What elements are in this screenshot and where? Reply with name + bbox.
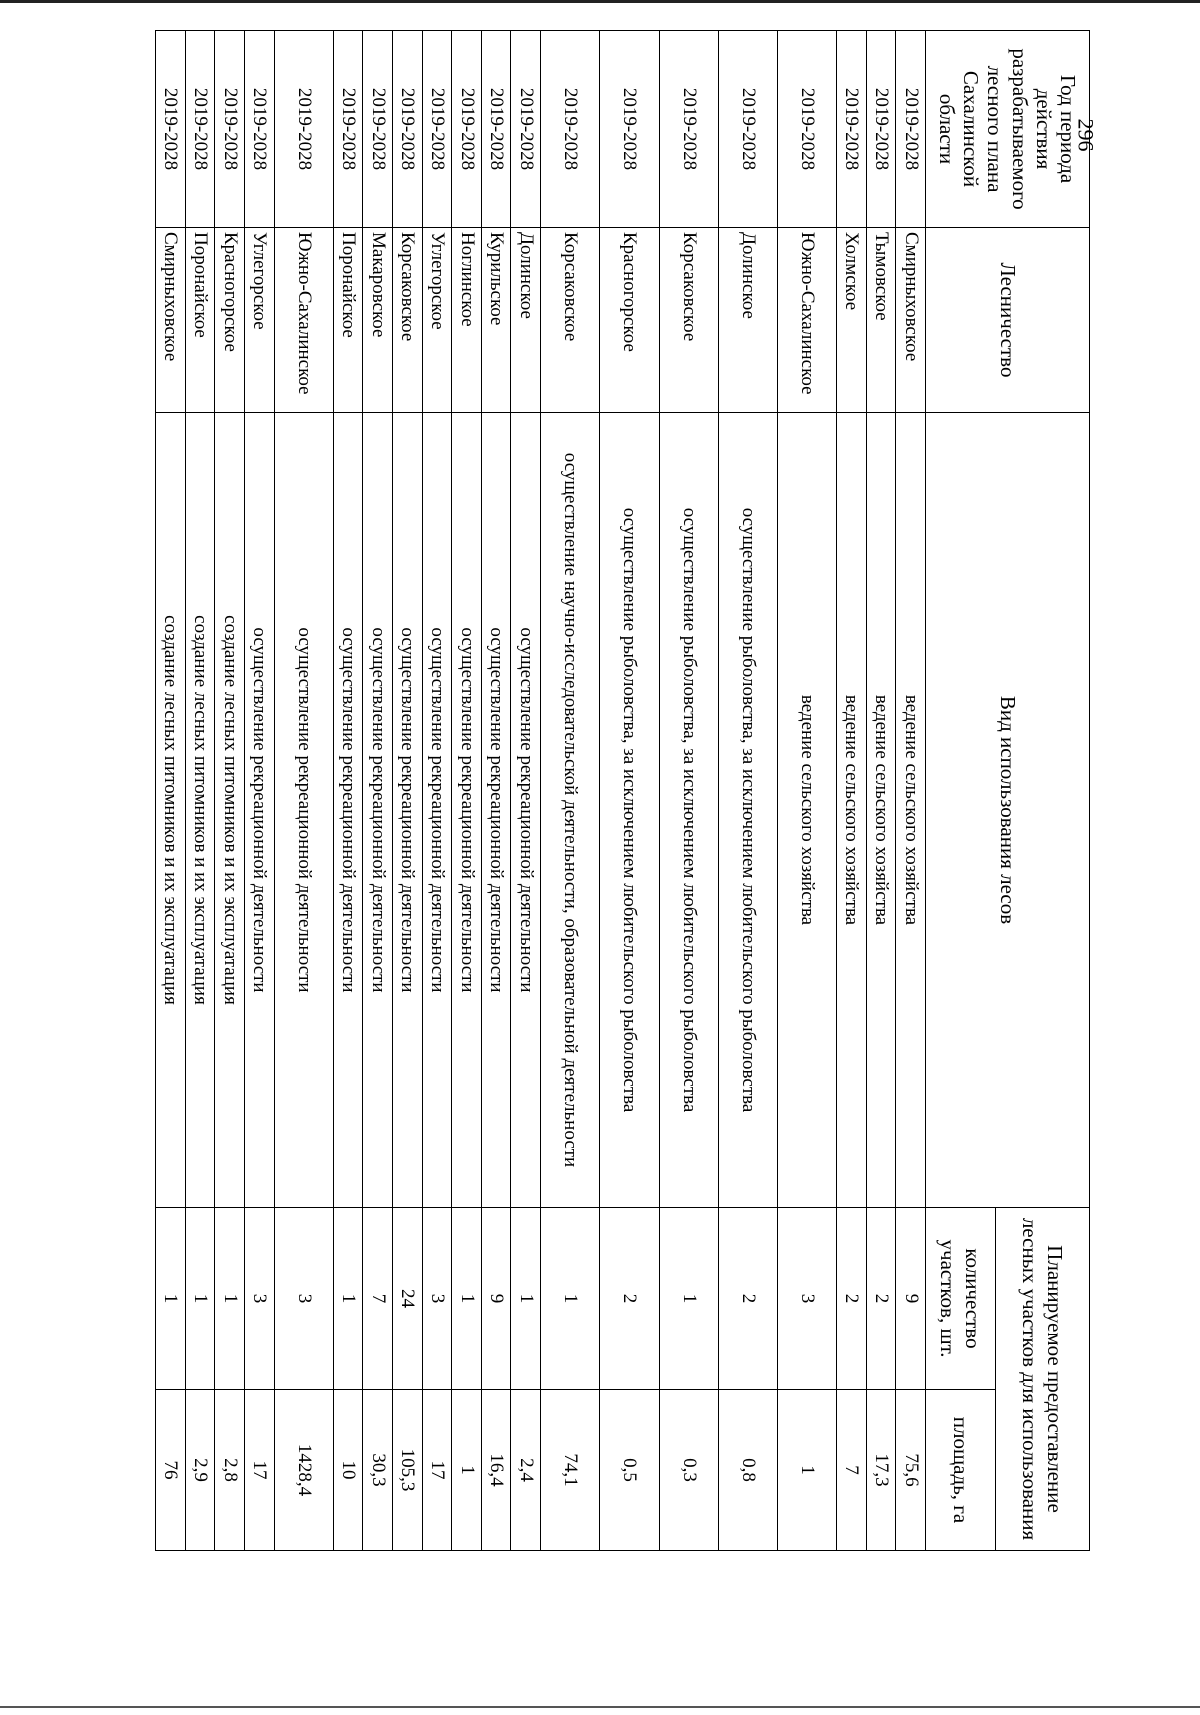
use-type-cell: ведение сельского хозяйства [777,413,836,1208]
count-cell: 1 [215,1208,245,1390]
use-type-cell: осуществление рекреационной деятельности [422,413,452,1208]
count-cell: 9 [481,1208,511,1390]
use-type-cell: создание лесных питомников и их эксплуатация [215,413,245,1208]
forestry-cell: Углегорское [422,228,452,413]
table-row [718,31,777,1551]
table-row [244,31,274,1551]
count-cell: 2 [600,1208,659,1390]
forestry-cell: Макаровское [363,228,393,413]
area-cell: 0,3 [659,1390,718,1551]
use-type-cell: осуществление рекреационной деятельности [244,413,274,1208]
year-cell: 2019-2028 [244,31,274,228]
count-cell: 9 [896,1208,926,1390]
forestry-cell: Поронайское [333,228,363,413]
table-row [481,31,511,1551]
count-cell: 2 [837,1208,867,1390]
count-cell: 3 [244,1208,274,1390]
year-cell: 2019-2028 [866,31,896,228]
year-cell: 2019-2028 [156,31,186,228]
use-type-cell: осуществление рекреационной деятельности [481,413,511,1208]
count-cell: 24 [393,1208,423,1390]
forestry-cell: Холмское [837,228,867,413]
table-row [393,31,423,1551]
forestry-cell: Курильское [481,228,511,413]
table-row [866,31,896,1551]
year-cell: 2019-2028 [659,31,718,228]
area-cell: 10 [333,1390,363,1551]
header-count: количество участков, шт. [926,1208,996,1390]
area-cell: 1 [452,1390,482,1551]
count-cell: 1 [452,1208,482,1390]
page-number: 296 [1073,118,1098,152]
count-cell: 7 [363,1208,393,1390]
year-cell: 2019-2028 [896,31,926,228]
area-cell: 2,4 [511,1390,541,1551]
forest-use-table [155,30,1090,1551]
area-cell: 74,1 [541,1390,600,1551]
table-row [837,31,867,1551]
table-row [777,31,836,1551]
count-cell: 1 [185,1208,215,1390]
use-type-cell: осуществление рекреационной деятельности [452,413,482,1208]
use-type-cell: осуществление рыболовства, за исключением любительского рыболовства [659,413,718,1208]
table-row [452,31,482,1551]
use-type-cell: ведение сельского хозяйства [866,413,896,1208]
table-row [185,31,215,1551]
header-year: Год периода действия разрабатываемого лесного плана Сахалинской области [926,31,1090,228]
table-body [156,31,926,1551]
table-container [155,30,1090,1550]
area-cell: 1428,4 [274,1390,333,1551]
area-cell: 17 [244,1390,274,1551]
scan-top-edge [0,0,1200,3]
count-cell: 2 [866,1208,896,1390]
table-row [422,31,452,1551]
forestry-cell: Корсаковское [541,228,600,413]
year-cell: 2019-2028 [777,31,836,228]
forestry-cell: Долинское [511,228,541,413]
forestry-cell: Красногорское [215,228,245,413]
area-cell: 17 [422,1390,452,1551]
scan-bottom-edge [0,1706,1200,1708]
area-cell: 75,6 [896,1390,926,1551]
forestry-cell: Тымовское [866,228,896,413]
count-cell: 2 [718,1208,777,1390]
year-cell: 2019-2028 [393,31,423,228]
count-cell: 1 [511,1208,541,1390]
table-row [215,31,245,1551]
area-cell: 2,8 [215,1390,245,1551]
use-type-cell: создание лесных питомников и их эксплуатация [156,413,186,1208]
count-cell: 3 [274,1208,333,1390]
use-type-cell: осуществление рекреационной деятельности [333,413,363,1208]
use-type-cell: ведение сельского хозяйства [896,413,926,1208]
area-cell: 1 [777,1390,836,1551]
use-type-cell: осуществление рыболовства, за исключением любительского рыболовства [600,413,659,1208]
area-cell: 0,8 [718,1390,777,1551]
forestry-cell: Поронайское [185,228,215,413]
year-cell: 2019-2028 [452,31,482,228]
year-cell: 2019-2028 [600,31,659,228]
area-cell: 7 [837,1390,867,1551]
forestry-cell: Южно-Сахалинское [777,228,836,413]
year-cell: 2019-2028 [333,31,363,228]
table-row [511,31,541,1551]
table-row [363,31,393,1551]
table-row [156,31,186,1551]
forestry-cell: Углегорское [244,228,274,413]
header-area: площадь, га [926,1390,996,1551]
year-cell: 2019-2028 [718,31,777,228]
table-row [659,31,718,1551]
area-cell: 76 [156,1390,186,1551]
use-type-cell: осуществление рыболовства, за исключением любительского рыболовства [718,413,777,1208]
year-cell: 2019-2028 [274,31,333,228]
area-cell: 16,4 [481,1390,511,1551]
count-cell: 1 [333,1208,363,1390]
forestry-cell: Смирныховское [896,228,926,413]
forestry-cell: Южно-Сахалинское [274,228,333,413]
forestry-cell: Смирныховское [156,228,186,413]
year-cell: 2019-2028 [422,31,452,228]
forestry-cell: Корсаковское [659,228,718,413]
year-cell: 2019-2028 [481,31,511,228]
year-cell: 2019-2028 [363,31,393,228]
use-type-cell: создание лесных питомников и их эксплуатация [185,413,215,1208]
count-cell: 3 [777,1208,836,1390]
use-type-cell: осуществление рекреационной деятельности [363,413,393,1208]
use-type-cell: осуществление научно-исследовательской деятельности, образовательной деятельности [541,413,600,1208]
year-cell: 2019-2028 [541,31,600,228]
area-cell: 105,3 [393,1390,423,1551]
table-row [600,31,659,1551]
forestry-cell: Долинское [718,228,777,413]
forestry-cell: Красногорское [600,228,659,413]
header-planned: Планируемое предоставление лесных участков для использования [996,1208,1090,1551]
year-cell: 2019-2028 [215,31,245,228]
table-row [333,31,363,1551]
area-cell: 2,9 [185,1390,215,1551]
count-cell: 1 [156,1208,186,1390]
table-row [896,31,926,1551]
count-cell: 1 [659,1208,718,1390]
area-cell: 0,5 [600,1390,659,1551]
year-cell: 2019-2028 [511,31,541,228]
header-forestry: Лесничество [926,228,1090,413]
forestry-cell: Корсаковское [393,228,423,413]
count-cell: 3 [422,1208,452,1390]
year-cell: 2019-2028 [185,31,215,228]
table-row [541,31,600,1551]
area-cell: 17,3 [866,1390,896,1551]
use-type-cell: осуществление рекреационной деятельности [274,413,333,1208]
use-type-cell: осуществление рекреационной деятельности [511,413,541,1208]
area-cell: 30,3 [363,1390,393,1551]
use-type-cell: ведение сельского хозяйства [837,413,867,1208]
use-type-cell: осуществление рекреационной деятельности [393,413,423,1208]
year-cell: 2019-2028 [837,31,867,228]
forestry-cell: Ноглинское [452,228,482,413]
header-use-type: Вид использования лесов [926,413,1090,1208]
table-row [274,31,333,1551]
count-cell: 1 [541,1208,600,1390]
